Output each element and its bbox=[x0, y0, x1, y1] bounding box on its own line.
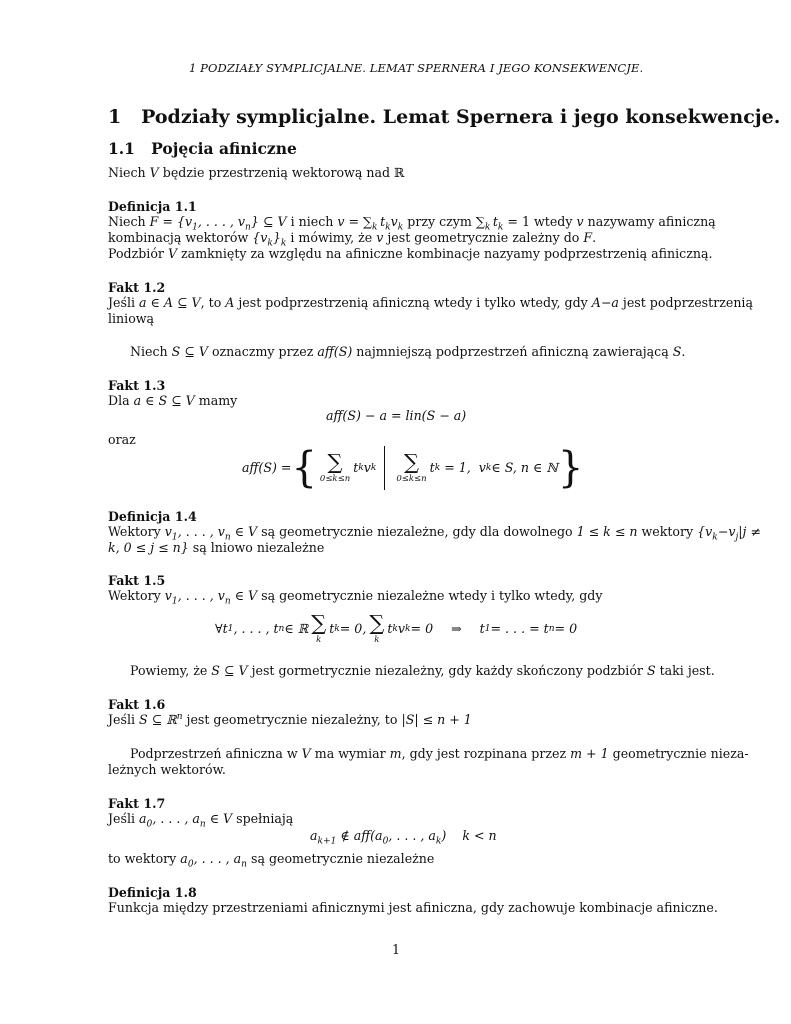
math: F = {v bbox=[149, 214, 193, 229]
text-run: jest gormetrycznie niezależny, gdy każdy skończony podzbiór bbox=[247, 663, 647, 678]
text-run: oznaczmy przez bbox=[207, 344, 318, 359]
fakt-1-3-label: Fakt 1.3 bbox=[108, 378, 166, 393]
sum-operator bbox=[311, 613, 326, 645]
set-builder-bar bbox=[384, 446, 385, 490]
sum-limit: 0≤k≤n bbox=[319, 474, 351, 485]
aff-definition bbox=[130, 344, 685, 360]
text-run: i mówimy, że bbox=[286, 230, 377, 245]
math: , . . . , t bbox=[233, 621, 279, 636]
podprzestrzen-line-2: leżnych wektorów. bbox=[108, 762, 226, 777]
math: F bbox=[583, 230, 593, 245]
subscript: k bbox=[397, 222, 404, 233]
sum-symbol: ∑ bbox=[369, 611, 385, 636]
superscript: n bbox=[176, 711, 183, 722]
sum-limit: k bbox=[374, 635, 380, 646]
def-1-4-line-2 bbox=[108, 540, 324, 556]
math: v = bbox=[337, 214, 364, 229]
math: aff(S) bbox=[317, 344, 353, 359]
subscript: 1 bbox=[192, 222, 198, 233]
math: } ⊆ V bbox=[250, 214, 287, 229]
powiemy-paragraph bbox=[130, 663, 715, 679]
text-run: Dla bbox=[108, 393, 134, 408]
text-run: to wektory bbox=[108, 851, 181, 866]
math: v bbox=[390, 214, 398, 229]
fakt-1-6-label: Fakt 1.6 bbox=[108, 697, 166, 712]
section-number: 1 bbox=[108, 106, 122, 128]
text-run: będzie przestrzenią wektorową nad bbox=[158, 165, 395, 180]
text-run: Jeśli bbox=[108, 712, 140, 727]
subsection-title: Pojęcia afiniczne bbox=[151, 139, 297, 158]
text-run: są geometrycznie niezależne wtedy i tylko wtedy, gdy bbox=[257, 588, 603, 603]
equation-aff-nonmember bbox=[310, 828, 497, 847]
section-heading bbox=[108, 106, 780, 128]
sum-symbol: ∑ bbox=[475, 214, 485, 229]
math: = 0, bbox=[339, 621, 367, 636]
text-run: i niech bbox=[286, 214, 338, 229]
math: a ∈ S ⊆ V bbox=[133, 393, 195, 408]
def-1-1-line-2: kombinacją wektorów $\{v_k\}_k$ i mówimy, że v jest geometrycznie zależny do F. bbox=[108, 230, 597, 249]
text-run: Niech bbox=[130, 344, 172, 359]
fakt-1-7-label: Fakt 1.7 bbox=[108, 796, 166, 811]
def-1-1-label: Definicja 1.1 bbox=[108, 199, 197, 214]
sum-limit: 0≤k≤n bbox=[396, 474, 427, 485]
math: = . . . = t bbox=[490, 621, 549, 636]
math: aff(S) = bbox=[242, 460, 292, 475]
subsection-heading bbox=[108, 139, 297, 158]
math: v bbox=[576, 214, 584, 229]
text-run: ma wymiar bbox=[310, 746, 390, 761]
subsection-number: 1.1 bbox=[108, 139, 135, 158]
math: , . . . , a bbox=[388, 828, 436, 843]
fakt-1-3-line-1 bbox=[108, 393, 237, 409]
math: v bbox=[164, 524, 172, 539]
math: |S| ≤ n + 1 bbox=[401, 712, 472, 727]
sum-operator bbox=[396, 452, 426, 484]
text-run: Niech bbox=[108, 165, 150, 180]
math-var: V bbox=[149, 165, 159, 180]
equation-aff-set: aff(S) = { ∑ 0≤k≤n t k v k ∑ 0≤k≤n t k = 1, v k ∈ S, n ∈ ℕ } bbox=[242, 443, 584, 493]
math: t bbox=[329, 621, 335, 636]
text-run: , to bbox=[200, 295, 226, 310]
math: S ⊆ V bbox=[171, 344, 208, 359]
math-symbol: ℝ bbox=[394, 165, 405, 180]
subscript: k bbox=[372, 222, 378, 233]
intro-paragraph bbox=[108, 165, 405, 181]
math: V bbox=[167, 246, 178, 261]
math: A bbox=[225, 295, 235, 310]
math: {v bbox=[252, 230, 268, 245]
math: k, 0 ≤ j ≤ n} bbox=[108, 540, 189, 555]
text-run: jest geometrycznie zależny do bbox=[383, 230, 584, 245]
math: t bbox=[353, 460, 359, 475]
math: S bbox=[672, 344, 682, 359]
oraz-text: oraz bbox=[108, 432, 136, 447]
math: ∈ V bbox=[230, 524, 258, 539]
math: , . . . , v bbox=[177, 524, 225, 539]
math: |j ≠ bbox=[738, 524, 761, 539]
text-run: mamy bbox=[194, 393, 238, 408]
subscript: 0 bbox=[146, 819, 153, 830]
math: S bbox=[646, 663, 656, 678]
math: v bbox=[164, 588, 172, 603]
math: t bbox=[387, 621, 393, 636]
section-title: Podziały symplicjalne. Lemat Spernera i jego konsekwencje. bbox=[141, 106, 781, 128]
math: , . . . , v bbox=[177, 588, 225, 603]
math: m + 1 bbox=[570, 746, 609, 761]
text-run: nazywamy afiniczną bbox=[583, 214, 716, 229]
math: −v bbox=[717, 524, 736, 539]
sum-operator bbox=[320, 452, 350, 484]
math: a bbox=[180, 851, 188, 866]
equation-independence: ∀t 1 , . . . , t n ∈ ℝ ∑ k t k = 0, ∑ k t k v k = 0 ⇒ t 1 = . . . = t n = 0 bbox=[215, 611, 578, 646]
subscript: n bbox=[245, 222, 251, 233]
math: v bbox=[363, 460, 371, 475]
fakt-1-5-line-1 bbox=[108, 588, 603, 607]
subscript: j bbox=[735, 532, 739, 543]
math: t bbox=[479, 621, 485, 636]
text-run: są lniowo niezależne bbox=[188, 540, 325, 555]
def-1-8-text: Funkcja między przestrzeniami afinicznymi jest afiniczna, gdy zachowuje kombinacje afiniczne. bbox=[108, 900, 718, 915]
text-run: spełniają bbox=[232, 811, 294, 826]
math: t bbox=[429, 460, 435, 475]
math: = 0 bbox=[554, 621, 578, 636]
subscript: 0 bbox=[382, 836, 389, 847]
subscript: k bbox=[712, 532, 718, 543]
math: t bbox=[380, 214, 386, 229]
left-brace: { bbox=[291, 443, 317, 493]
math: = 1, v bbox=[440, 460, 486, 475]
fakt-1-5-label: Fakt 1.5 bbox=[108, 573, 166, 588]
math: V bbox=[301, 746, 311, 761]
text-run: Wektory bbox=[108, 588, 165, 603]
math: ∈ V bbox=[230, 588, 258, 603]
sum-limit: k bbox=[316, 635, 322, 646]
subscript: 1 bbox=[171, 596, 178, 607]
subscript: k bbox=[385, 222, 391, 233]
text-run: geometrycznie nieza- bbox=[608, 746, 749, 761]
text-run: najmniejszą podprzestrzeń afiniczną zawierającą bbox=[352, 344, 673, 359]
page-number: 1 bbox=[392, 942, 401, 957]
sum-operator bbox=[369, 613, 384, 645]
math: , . . . , a bbox=[193, 851, 242, 866]
podprzestrzen-line-1 bbox=[130, 746, 749, 762]
math: a bbox=[310, 828, 318, 843]
subscript: k bbox=[267, 238, 273, 249]
math: } bbox=[272, 230, 281, 245]
text-run: kombinacją wektorów bbox=[108, 230, 253, 245]
text-run: przy czym bbox=[403, 214, 476, 229]
math: v bbox=[376, 230, 384, 245]
math: = 0 bbox=[410, 621, 434, 636]
subscript: 0 bbox=[187, 859, 194, 870]
running-header: 1 PODZIAŁY SYMPLICJALNE. LEMAT SPERNERA I JEGO KONSEKWENCJE. bbox=[189, 61, 644, 75]
subscript: k bbox=[484, 222, 491, 233]
fakt-1-7-line-2 bbox=[108, 851, 435, 870]
text-run: zamknięty za względu na afiniczne kombinacje nazyamy podprzestrzenią afiniczną. bbox=[177, 246, 713, 261]
math: m bbox=[389, 746, 402, 761]
text-run: wtedy bbox=[530, 214, 577, 229]
fakt-1-2-line-2: liniową bbox=[108, 311, 155, 326]
math: t bbox=[492, 214, 498, 229]
sum-symbol: ∑ bbox=[404, 450, 420, 475]
text-run: jest podprzestrzenią afiniczną wtedy i tylko wtedy, gdy bbox=[234, 295, 592, 310]
def-1-4-line-1 bbox=[108, 524, 761, 543]
math: k < n bbox=[462, 828, 497, 843]
implies-arrow: ⇒ bbox=[451, 621, 462, 636]
math: a ∈ A ⊆ V bbox=[139, 295, 201, 310]
text-run: , gdy jest rozpinana przez bbox=[401, 746, 571, 761]
math: ∈ V bbox=[205, 811, 233, 826]
sum-symbol: ∑ bbox=[327, 450, 343, 475]
text-run: są geometrycznie niezależne, gdy dla dowolnego bbox=[257, 524, 577, 539]
subscript: 1 bbox=[171, 532, 178, 543]
text-run: jest podprzestrzenią bbox=[618, 295, 753, 310]
text-run: Wektory bbox=[108, 524, 165, 539]
text-run: jest geometrycznie niezależny, to bbox=[182, 712, 402, 727]
math: S ⊆ V bbox=[211, 663, 248, 678]
math: ∀t bbox=[215, 621, 228, 636]
text-run: Jeśli bbox=[108, 811, 140, 826]
text-run: Niech bbox=[108, 214, 150, 229]
equation-aff-lin: aff(S) − a = lin(S − a) bbox=[326, 408, 467, 423]
subscript: n bbox=[241, 859, 247, 870]
right-brace: } bbox=[557, 443, 584, 493]
fakt-1-2-line-1 bbox=[108, 295, 753, 311]
math: {v bbox=[697, 524, 713, 539]
def-1-1-line-3 bbox=[108, 246, 712, 262]
subscript: k bbox=[435, 836, 442, 847]
fakt-1-2-label: Fakt 1.2 bbox=[108, 280, 166, 295]
fakt-1-7-line-1 bbox=[108, 811, 294, 830]
math: a bbox=[139, 811, 147, 826]
sum-symbol: ∑ bbox=[363, 214, 373, 229]
math: = 1 bbox=[503, 214, 530, 229]
sum-symbol: ∑ bbox=[311, 611, 327, 636]
text-run: Jeśli bbox=[108, 295, 140, 310]
text-run: . bbox=[681, 344, 686, 359]
math: ) bbox=[441, 828, 447, 843]
subscript: k bbox=[497, 222, 504, 233]
def-1-8-label: Definicja 1.8 bbox=[108, 885, 197, 900]
math: ∈ ℝ bbox=[284, 621, 309, 636]
fakt-1-6-line-1 bbox=[108, 712, 472, 728]
math: ∈ S, n ∈ ℕ bbox=[491, 460, 558, 475]
math: ∉ aff(a bbox=[336, 828, 383, 843]
math: S ⊆ ℝ bbox=[139, 712, 177, 727]
def-1-1-line-1 bbox=[108, 214, 716, 233]
math: 1 ≤ k ≤ n bbox=[576, 524, 638, 539]
text-run: są geometrycznie niezależne bbox=[246, 851, 435, 866]
text-run: Powiemy, że bbox=[130, 663, 212, 678]
subscript: k bbox=[280, 238, 287, 249]
subscript: n bbox=[199, 819, 206, 830]
text-run: wektory bbox=[637, 524, 698, 539]
math: , . . . , a bbox=[152, 811, 200, 826]
text-run: Podzbiór bbox=[108, 246, 168, 261]
subscript: n bbox=[224, 596, 231, 607]
math: v bbox=[397, 621, 406, 636]
text-run: taki jest. bbox=[655, 663, 715, 678]
math: A−a bbox=[591, 295, 619, 310]
def-1-4-label: Definicja 1.4 bbox=[108, 509, 197, 524]
subscript: k+1 bbox=[317, 836, 337, 847]
math: , . . . , v bbox=[197, 214, 246, 229]
text-run: Podprzestrzeń afiniczna w bbox=[130, 746, 302, 761]
subscript: n bbox=[224, 532, 231, 543]
